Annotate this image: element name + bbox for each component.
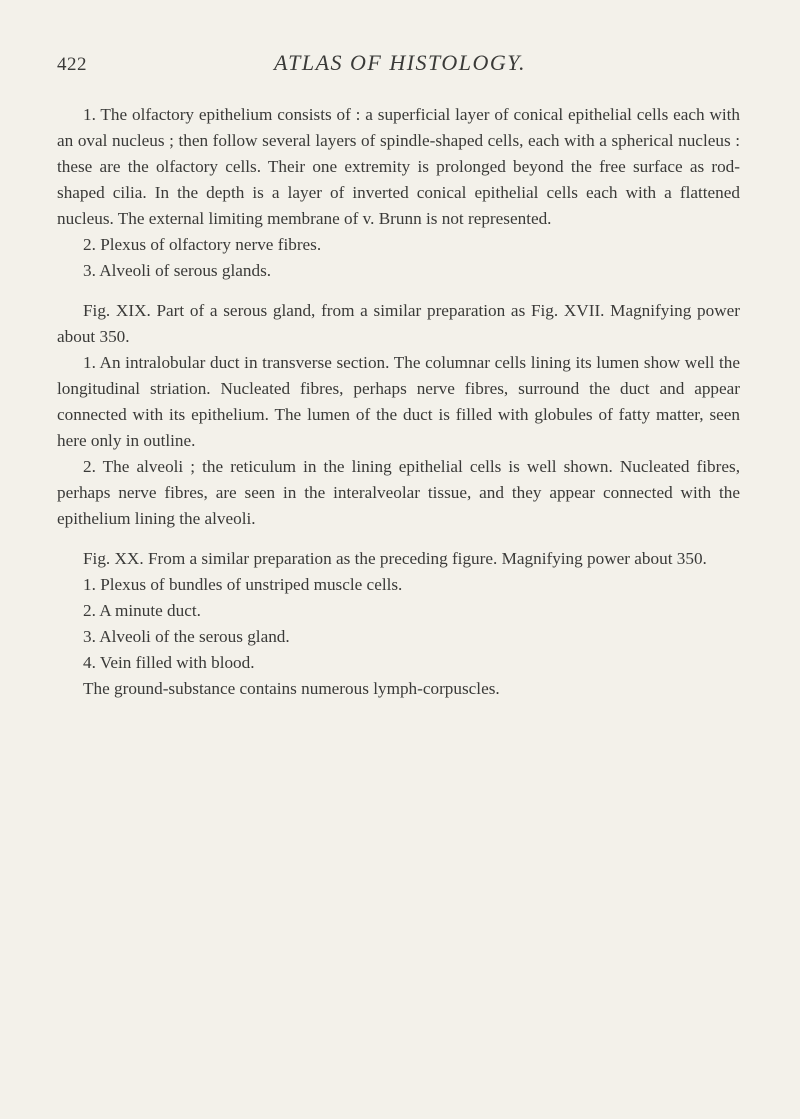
list-item: 3. Alveoli of serous glands. bbox=[83, 261, 272, 280]
running-title: ATLAS OF HISTOLOGY. bbox=[273, 50, 527, 75]
page-header bbox=[0, 50, 800, 80]
list-item: 3. Alveoli of the serous gland. bbox=[83, 627, 290, 646]
list-item: 4. Vein filled with blood. bbox=[83, 653, 255, 672]
paragraph-olfactory-epithelium: 1. The olfactory epithelium consists of : a superficial layer of conical epithelial cells each with an oval nucleus ; then follow several layers of spindle-shaped cells, each with a spherical nucleus : these are the olfactory cells. Their one extremity is prolonged beyond the free surface as rod-shaped cilia. In the depth is a layer of inverted conical epithelial cells each with a flattened nucleus. The external limiting membrane of v. Brunn is not represented. bbox=[57, 105, 740, 228]
page-number: 422 bbox=[57, 54, 87, 75]
figure-caption-xx: Fig. XX. From a similar preparation as the preceding figure. Magnifying power about 350. bbox=[83, 549, 707, 568]
figure-caption-xix: Fig. XIX. Part of a serous gland, from a similar preparation as Fig. XVII. Magnifying power about 350. bbox=[57, 301, 740, 346]
list-item: 2. The alveoli ; the reticulum in the lining epithelial cells is well shown. Nucleated fibres, perhaps nerve fibres, are seen in the interalveolar tissue, and they appear connected with the epithelium lining the alveoli. bbox=[57, 457, 740, 528]
list-item: 1. Plexus of bundles of unstriped muscle cells. bbox=[83, 575, 403, 594]
list-item: 2. A minute duct. bbox=[83, 601, 201, 620]
list-item: 1. An intralobular duct in transverse section. The columnar cells lining its lumen show well the longitudinal striation. Nucleated fibres, perhaps nerve fibres, surround the duct and appear connected with its epithelium. The lumen of the duct is filled with globules of fatty matter, seen here only in outline. bbox=[57, 353, 740, 450]
list-item: 2. Plexus of olfactory nerve fibres. bbox=[83, 235, 322, 254]
body-text bbox=[57, 102, 740, 702]
closing-note: The ground-substance contains numerous lymph-corpuscles. bbox=[83, 679, 500, 698]
